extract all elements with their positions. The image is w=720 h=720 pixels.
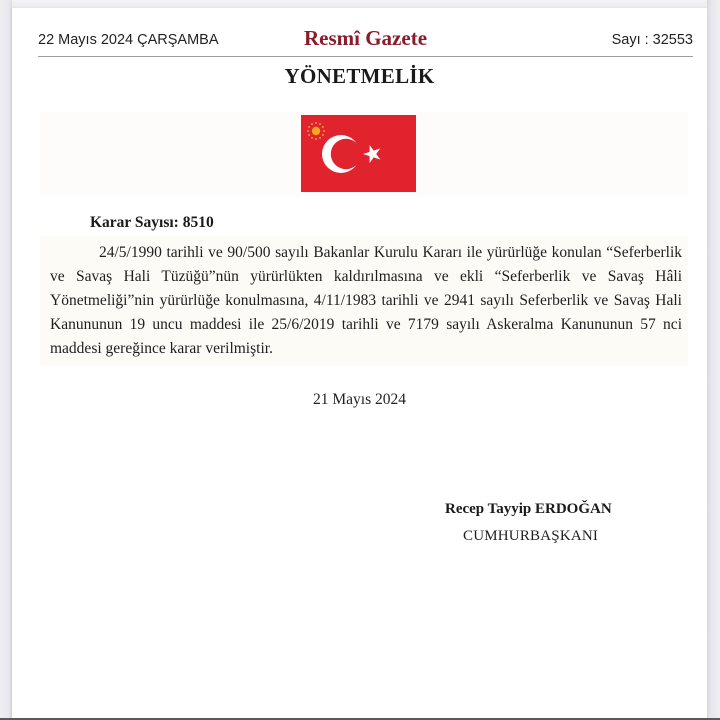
- screen-right-edge: [707, 0, 720, 720]
- decision-body: [50, 241, 682, 361]
- signature-date: 21 Mayıs 2024: [313, 391, 406, 408]
- decision-number: Karar Sayısı: 8510: [90, 214, 214, 231]
- signer-title: CUMHURBAŞKANI: [463, 528, 599, 544]
- gazette-page: [12, 8, 707, 718]
- presidential-flag-icon: [301, 115, 416, 192]
- gazette-header: [38, 20, 693, 57]
- section-title: YÖNETMELİK: [284, 64, 435, 88]
- screen-top-edge: [0, 0, 720, 8]
- publication-title: Resmî Gazete: [303, 26, 428, 50]
- publication-date: 22 Mayıs 2024 ÇARŞAMBA: [38, 32, 219, 48]
- screen-left-edge: [0, 0, 12, 720]
- signer-name: Recep Tayyip ERDOĞAN: [445, 501, 612, 517]
- issue-number: Sayı : 32553: [611, 32, 693, 48]
- decision-body-text: 24/5/1990 tarihli ve 90/500 sayılı Bakanlar Kurulu Kararı ile yürürlüğe konulan “Seferberlik ve Savaş Hali Tüzüğü”nün yürürlükten kaldırılmasına ve ekli “Seferberlik ve Savaş Hâli Yönetmeliği”nin yürürlüğe konulmasına, 4/11/1983 tarihli ve 2941 sayılı Seferberlik ve Savaş Hali Kanununun 19 uncu maddesi ile 25/6/2019 tarihli ve 7179 sayılı Askeralma Kanununun 57 nci maddesi gereğince karar verilmiştir.: [50, 244, 682, 357]
